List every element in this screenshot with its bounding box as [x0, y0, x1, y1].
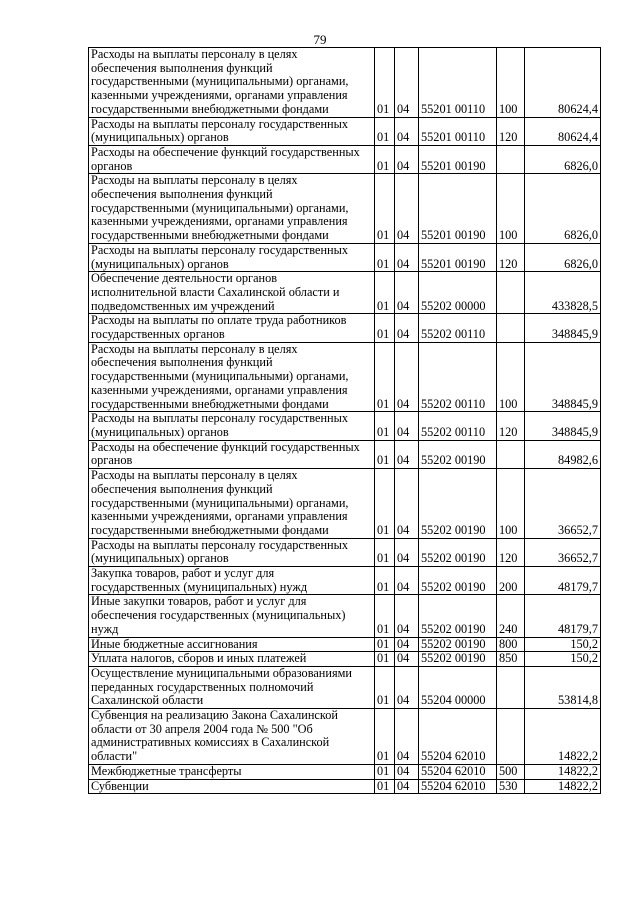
amount-cell: 14822,2: [525, 779, 601, 794]
table-row: [89, 342, 601, 412]
expense-name-cell: Субвенции: [89, 779, 375, 794]
subsection-code-cell: 04: [395, 342, 419, 412]
expense-name-cell: Расходы на обеспечение функций государственных органов: [89, 145, 375, 173]
subsection-code-cell: 04: [395, 314, 419, 342]
expense-name-cell: Закупка товаров, работ и услуг для государственных (муниципальных) нужд: [89, 567, 375, 595]
amount-cell: 348845,9: [525, 314, 601, 342]
amount-cell: 348845,9: [525, 412, 601, 440]
table-row: [89, 764, 601, 779]
budget-table-body: [89, 48, 601, 794]
amount-cell: 48179,7: [525, 595, 601, 637]
subsection-code-cell: 04: [395, 764, 419, 779]
table-row: [89, 440, 601, 468]
section-code-cell: 01: [375, 637, 395, 652]
expense-name-cell: Расходы на выплаты персоналу в целях обеспечения выполнения функций государственными (муниципальными) органами, казенными учреждениями, органами управления государственными внебюджетными фондами: [89, 342, 375, 412]
section-code-cell: 01: [375, 314, 395, 342]
section-code-cell: 01: [375, 469, 395, 539]
amount-cell: 36652,7: [525, 469, 601, 539]
table-row: [89, 652, 601, 667]
subsection-code-cell: 04: [395, 652, 419, 667]
target-article-cell: 55202 00190: [419, 595, 497, 637]
expense-name-cell: Осуществление муниципальными образованиями переданных государственных полномочий Сахалинской области: [89, 666, 375, 708]
expense-name-cell: Расходы на выплаты по оплате труда работников государственных органов: [89, 314, 375, 342]
table-row: [89, 567, 601, 595]
amount-cell: 150,2: [525, 637, 601, 652]
expense-type-cell: 850: [497, 652, 525, 667]
target-article-cell: 55202 00190: [419, 637, 497, 652]
target-article-cell: 55204 62010: [419, 779, 497, 794]
target-article-cell: 55204 62010: [419, 764, 497, 779]
expense-type-cell: 100: [497, 342, 525, 412]
section-code-cell: 01: [375, 117, 395, 145]
section-code-cell: 01: [375, 145, 395, 173]
section-code-cell: 01: [375, 567, 395, 595]
expense-name-cell: Иные бюджетные ассигнования: [89, 637, 375, 652]
expense-type-cell: [497, 314, 525, 342]
subsection-code-cell: 04: [395, 595, 419, 637]
section-code-cell: 01: [375, 666, 395, 708]
section-code-cell: 01: [375, 272, 395, 314]
expense-type-cell: [497, 666, 525, 708]
expense-name-cell: Расходы на обеспечение функций государственных органов: [89, 440, 375, 468]
table-row: [89, 48, 601, 118]
table-row: [89, 145, 601, 173]
subsection-code-cell: 04: [395, 538, 419, 566]
section-code-cell: 01: [375, 440, 395, 468]
target-article-cell: 55202 00190: [419, 538, 497, 566]
subsection-code-cell: 04: [395, 243, 419, 271]
subsection-code-cell: 04: [395, 440, 419, 468]
subsection-code-cell: 04: [395, 174, 419, 244]
target-article-cell: 55202 00110: [419, 342, 497, 412]
expense-type-cell: 500: [497, 764, 525, 779]
amount-cell: 6826,0: [525, 145, 601, 173]
expense-name-cell: Межбюджетные трансферты: [89, 764, 375, 779]
amount-cell: 150,2: [525, 652, 601, 667]
expense-type-cell: 100: [497, 174, 525, 244]
amount-cell: 6826,0: [525, 174, 601, 244]
amount-cell: 84982,6: [525, 440, 601, 468]
section-code-cell: 01: [375, 652, 395, 667]
table-row: [89, 538, 601, 566]
expense-type-cell: [497, 440, 525, 468]
table-row: [89, 117, 601, 145]
subsection-code-cell: 04: [395, 637, 419, 652]
expense-name-cell: Расходы на выплаты персоналу в целях обеспечения выполнения функций государственными (муниципальными) органами, казенными учреждениями, органами управления государственными внебюджетными фондами: [89, 48, 375, 118]
table-row: [89, 595, 601, 637]
amount-cell: 14822,2: [525, 709, 601, 765]
expense-name-cell: Расходы на выплаты персоналу государственных (муниципальных) органов: [89, 243, 375, 271]
target-article-cell: 55201 00190: [419, 145, 497, 173]
expense-type-cell: 200: [497, 567, 525, 595]
target-article-cell: 55202 00190: [419, 567, 497, 595]
table-row: [89, 412, 601, 440]
expense-type-cell: 530: [497, 779, 525, 794]
table-row: [89, 709, 601, 765]
amount-cell: 36652,7: [525, 538, 601, 566]
target-article-cell: 55204 00000: [419, 666, 497, 708]
expense-type-cell: 100: [497, 48, 525, 118]
expense-name-cell: Расходы на выплаты персоналу в целях обеспечения выполнения функций государственными (муниципальными) органами, казенными учреждениями, органами управления государственными внебюджетными фондами: [89, 469, 375, 539]
section-code-cell: 01: [375, 709, 395, 765]
target-article-cell: 55202 00190: [419, 440, 497, 468]
amount-cell: 348845,9: [525, 342, 601, 412]
target-article-cell: 55202 00190: [419, 469, 497, 539]
section-code-cell: 01: [375, 243, 395, 271]
expense-type-cell: 240: [497, 595, 525, 637]
amount-cell: 6826,0: [525, 243, 601, 271]
target-article-cell: 55202 00110: [419, 314, 497, 342]
amount-cell: 53814,8: [525, 666, 601, 708]
expense-name-cell: Расходы на выплаты персоналу государственных (муниципальных) органов: [89, 412, 375, 440]
table-row: [89, 666, 601, 708]
budget-table: [88, 47, 601, 794]
section-code-cell: 01: [375, 342, 395, 412]
target-article-cell: 55201 00110: [419, 117, 497, 145]
target-article-cell: 55202 00110: [419, 412, 497, 440]
section-code-cell: 01: [375, 412, 395, 440]
subsection-code-cell: 04: [395, 48, 419, 118]
target-article-cell: 55201 00190: [419, 174, 497, 244]
table-row: [89, 637, 601, 652]
expense-name-cell: Уплата налогов, сборов и иных платежей: [89, 652, 375, 667]
amount-cell: 80624,4: [525, 117, 601, 145]
expense-name-cell: Субвенция на реализацию Закона Сахалинской области от 30 апреля 2004 года № 500 "Об административных комиссиях в Сахалинской области": [89, 709, 375, 765]
expense-type-cell: 120: [497, 538, 525, 566]
subsection-code-cell: 04: [395, 272, 419, 314]
section-code-cell: 01: [375, 538, 395, 566]
expense-name-cell: Расходы на выплаты персоналу государственных (муниципальных) органов: [89, 538, 375, 566]
expense-name-cell: Расходы на выплаты персоналу в целях обеспечения выполнения функций государственными (муниципальными) органами, казенными учреждениями, органами управления государственными внебюджетными фондами: [89, 174, 375, 244]
subsection-code-cell: 04: [395, 666, 419, 708]
amount-cell: 48179,7: [525, 567, 601, 595]
amount-cell: 433828,5: [525, 272, 601, 314]
table-row: [89, 314, 601, 342]
expense-type-cell: 800: [497, 637, 525, 652]
amount-cell: 14822,2: [525, 764, 601, 779]
target-article-cell: 55201 00190: [419, 243, 497, 271]
page-number: 79: [313, 32, 327, 47]
subsection-code-cell: 04: [395, 709, 419, 765]
expense-type-cell: [497, 709, 525, 765]
section-code-cell: 01: [375, 174, 395, 244]
section-code-cell: 01: [375, 48, 395, 118]
section-code-cell: 01: [375, 764, 395, 779]
subsection-code-cell: 04: [395, 145, 419, 173]
table-row: [89, 272, 601, 314]
subsection-code-cell: 04: [395, 117, 419, 145]
expense-type-cell: 120: [497, 412, 525, 440]
expense-type-cell: 120: [497, 117, 525, 145]
amount-cell: 80624,4: [525, 48, 601, 118]
subsection-code-cell: 04: [395, 469, 419, 539]
table-row: [89, 779, 601, 794]
expense-type-cell: 120: [497, 243, 525, 271]
target-article-cell: 55202 00190: [419, 652, 497, 667]
table-row: [89, 469, 601, 539]
subsection-code-cell: 04: [395, 412, 419, 440]
subsection-code-cell: 04: [395, 567, 419, 595]
table-row: [89, 174, 601, 244]
section-code-cell: 01: [375, 779, 395, 794]
expense-type-cell: 100: [497, 469, 525, 539]
target-article-cell: 55202 00000: [419, 272, 497, 314]
expense-type-cell: [497, 272, 525, 314]
section-code-cell: 01: [375, 595, 395, 637]
expense-type-cell: [497, 145, 525, 173]
target-article-cell: 55201 00110: [419, 48, 497, 118]
target-article-cell: 55204 62010: [419, 709, 497, 765]
subsection-code-cell: 04: [395, 779, 419, 794]
expense-name-cell: Иные закупки товаров, работ и услуг для обеспечения государственных (муниципальных) нужд: [89, 595, 375, 637]
expense-name-cell: Расходы на выплаты персоналу государственных (муниципальных) органов: [89, 117, 375, 145]
table-row: [89, 243, 601, 271]
expense-name-cell: Обеспечение деятельности органов исполнительной власти Сахалинской области и подведомственных им учреждений: [89, 272, 375, 314]
